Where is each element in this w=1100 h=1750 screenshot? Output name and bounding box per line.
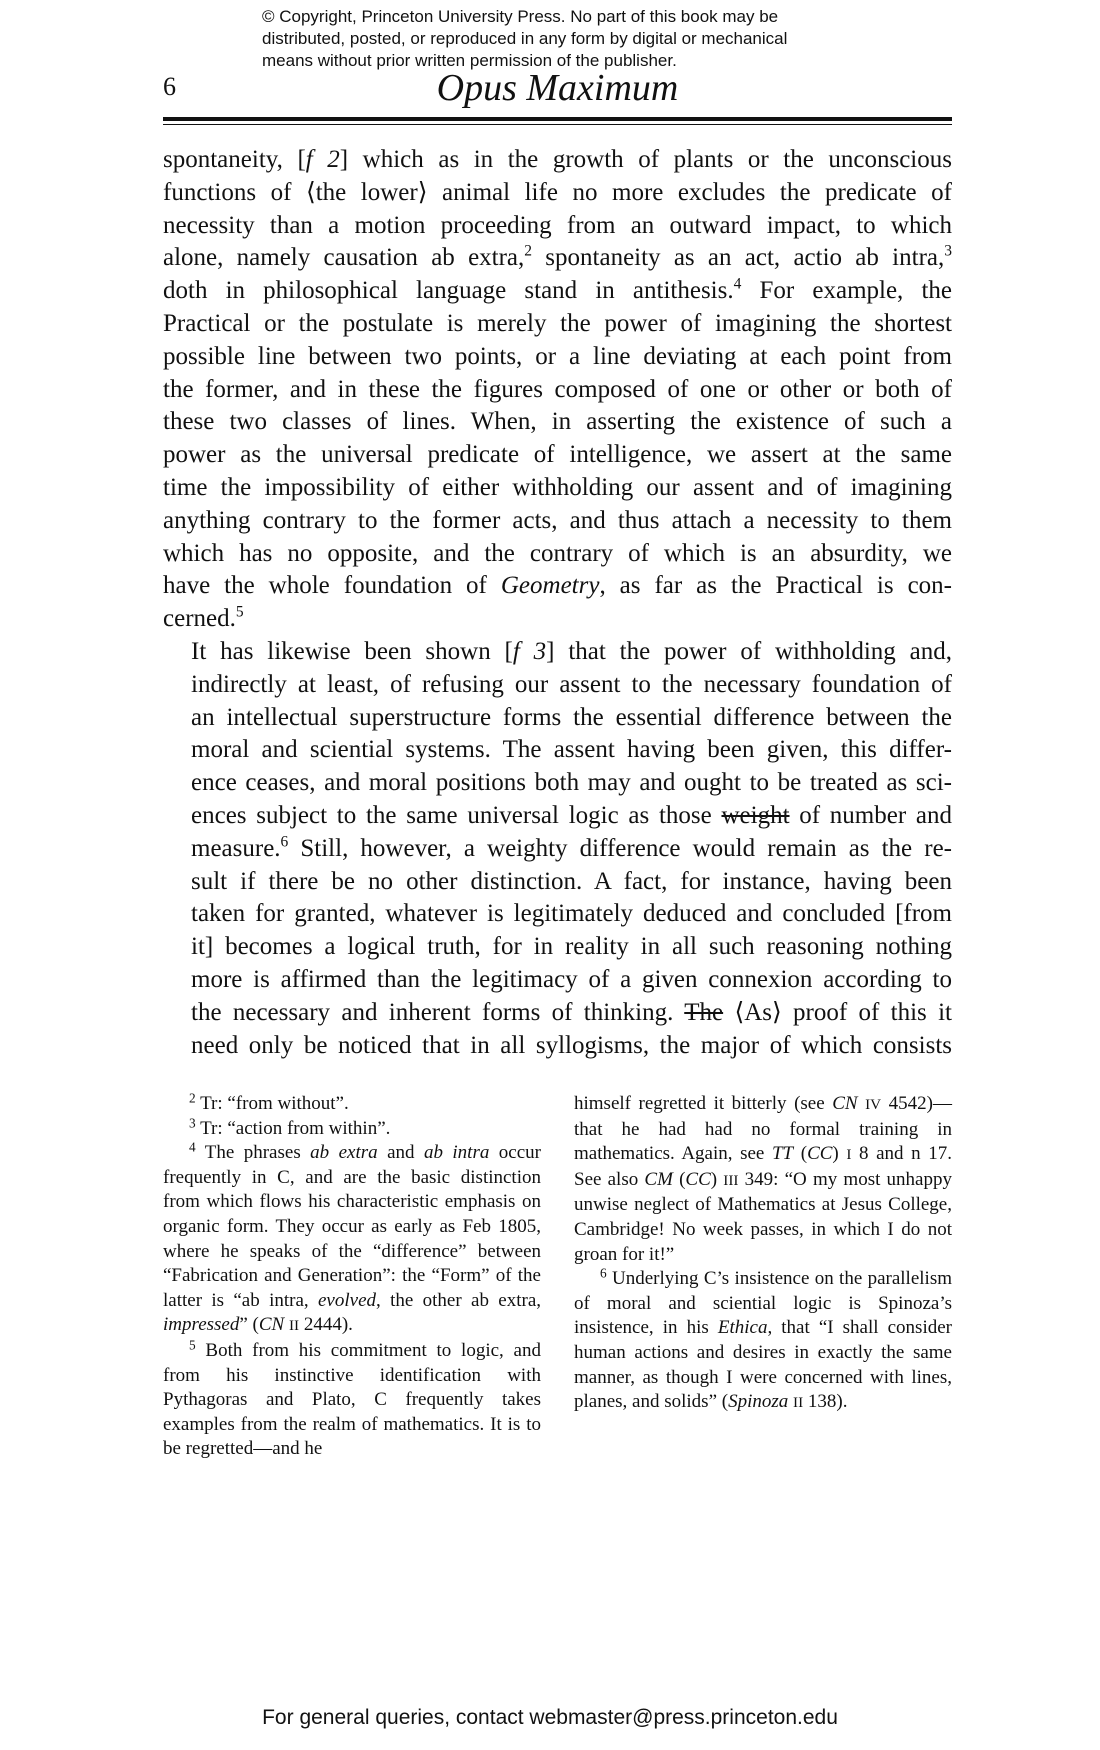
text-line: possible line between two points, or a line deviating at each point from <box>163 342 952 370</box>
footnote-4: $^4$ The phrases ab extra and ab intra occur frequently in C, and are the basic distinction from which flows his characteristic emphasis on organic form. They occur as early as Feb 1805, where he speaks of the “difference” between “Fabrication and Generation”: the “Form” of the latter is “ab intra, evolved, the other ab extra, impressed” (CN II 2444). <box>163 1139 541 1336</box>
paragraph-2 <box>163 636 952 1062</box>
text-line: an intellectual superstructure forms the essential difference between the <box>191 703 952 731</box>
text-line: these two classes of lines. When, in asserting the existence of such a <box>163 408 952 436</box>
text-line: time the impossibility of either withholding our assent and of imagining <box>163 473 952 501</box>
struck-word: weight <box>721 801 790 829</box>
footnotes-right-column <box>574 1092 952 1416</box>
copyright-notice <box>262 6 882 72</box>
text-line: It has likewise been shown [f 3] that the power of withholding and, <box>191 637 952 665</box>
footnote-ref: 4 <box>733 275 742 293</box>
text-line: the former, and in these the figures composed of one or other or both of <box>163 375 952 403</box>
paragraph-1 <box>163 144 952 636</box>
text-line: alone, namely causation ab extra,$^2$ spontaneity as an act, actio ab intra,$^3$ <box>163 243 952 272</box>
text-line: necessity than a motion proceeding from an outward impact, to which <box>163 211 952 239</box>
text-line: spontaneity, [f 2] which as in the growth of plants or the unconscious <box>163 146 952 173</box>
page-header <box>163 66 952 116</box>
text-line: which has no opposite, and the contrary of which is an absurdity, we <box>163 539 952 567</box>
footnote-5: $^5$ Both from his commitment to logic, and from his instinctive identification with Pythagoras and Plato, C frequently takes examples from the realm of mathematics. It is to be regretted—and he <box>163 1337 541 1460</box>
footnote-5-continued: himself regretted it bitterly (see CN IV 4542)—that he had had no formal training in mathematics. Again, see TT (CC) I 8 and n 17. See also CM (CC) III 349: “O my most unhappy unwise neglect of Mathematics at Jesus College, Cambridge! No week passes, in which I do not groan for it!” <box>574 1093 953 1265</box>
text-line: taken for granted, whatever is legitimately deduced and concluded [from <box>191 900 952 928</box>
text-line: ences subject to the same universal logic as those weight of number and <box>191 801 952 829</box>
footnote-ref: 5 <box>235 603 244 621</box>
footer-contact: For general queries, contact webmaster@press.princeton.edu <box>262 1706 838 1729</box>
text-line: cerned.$^5$ <box>163 603 244 633</box>
text-line: have the whole foundation of Geometry, as far as the Practical is con- <box>163 572 953 600</box>
header-rule-thin <box>163 124 952 125</box>
footnote-ref: 6 <box>280 833 289 851</box>
text-line: Practical or the postulate is merely the power of imagining the shortest <box>163 309 952 337</box>
text-line: anything contrary to the former acts, and thus attach a necessity to them <box>163 506 952 534</box>
page-number: 6 <box>163 72 176 101</box>
footnote-6: $^6$ Underlying C’s insistence on the parallelism of moral and sciential logic is Spinoza’s insistence, in his Ethica, that “I shall consider human actions and desires in exactly the same manner, as though I were concerned with lines, planes, and solids” (Spinoza II 138). <box>574 1265 952 1413</box>
text-line: doth in philosophical language stand in antithesis.$^4$ For example, the <box>163 275 952 305</box>
copyright-line: © Copyright, Princeton University Press. No part of this book may be <box>262 7 779 26</box>
text-line: need only be noticed that in all syllogisms, the major of which consists <box>191 1031 952 1059</box>
text-line: functions of ⟨the lower⟩ animal life no more excludes the predicate of <box>163 178 952 206</box>
text-line: measure.$^6$ Still, however, a weighty difference would remain as the re- <box>191 833 952 862</box>
running-head: Opus Maximum <box>436 67 679 109</box>
copyright-line: means without prior written permission of the publisher. <box>262 51 677 70</box>
text-line: sult if there be no other distinction. A fact, for instance, having been <box>191 867 952 895</box>
text-line: indirectly at least, of refusing our assent to the necessary foundation of <box>191 670 952 698</box>
text-line: power as the universal predicate of intelligence, we assert at the same <box>163 441 952 469</box>
struck-word: The <box>684 998 724 1026</box>
text-line: ence ceases, and moral positions both may and ought to be treated as sci- <box>191 769 952 797</box>
copyright-line: distributed, posted, or reproduced in any form by digital or mechanical <box>262 29 788 48</box>
footnotes-left-column <box>163 1092 541 1462</box>
text-line: more is affirmed than the legitimacy of a given connexion according to <box>191 965 952 993</box>
body-text <box>163 144 952 1062</box>
footnote-2: $^2$ Tr: “from without”. <box>189 1090 349 1114</box>
footnote-ref: 2 <box>524 243 533 261</box>
text-line: it] becomes a logical truth, for in reality in all such reasoning nothing <box>191 933 952 961</box>
text-line: moral and sciential systems. The assent having been given, this differ- <box>191 736 952 764</box>
footnote-ref: 3 <box>944 243 952 261</box>
header-rule-thick <box>163 117 952 121</box>
footnote-3: $^3$ Tr: “action from within”. <box>189 1114 391 1139</box>
text-line: the necessary and inherent forms of thinking. The ⟨As⟩ proof of this it <box>191 998 952 1026</box>
